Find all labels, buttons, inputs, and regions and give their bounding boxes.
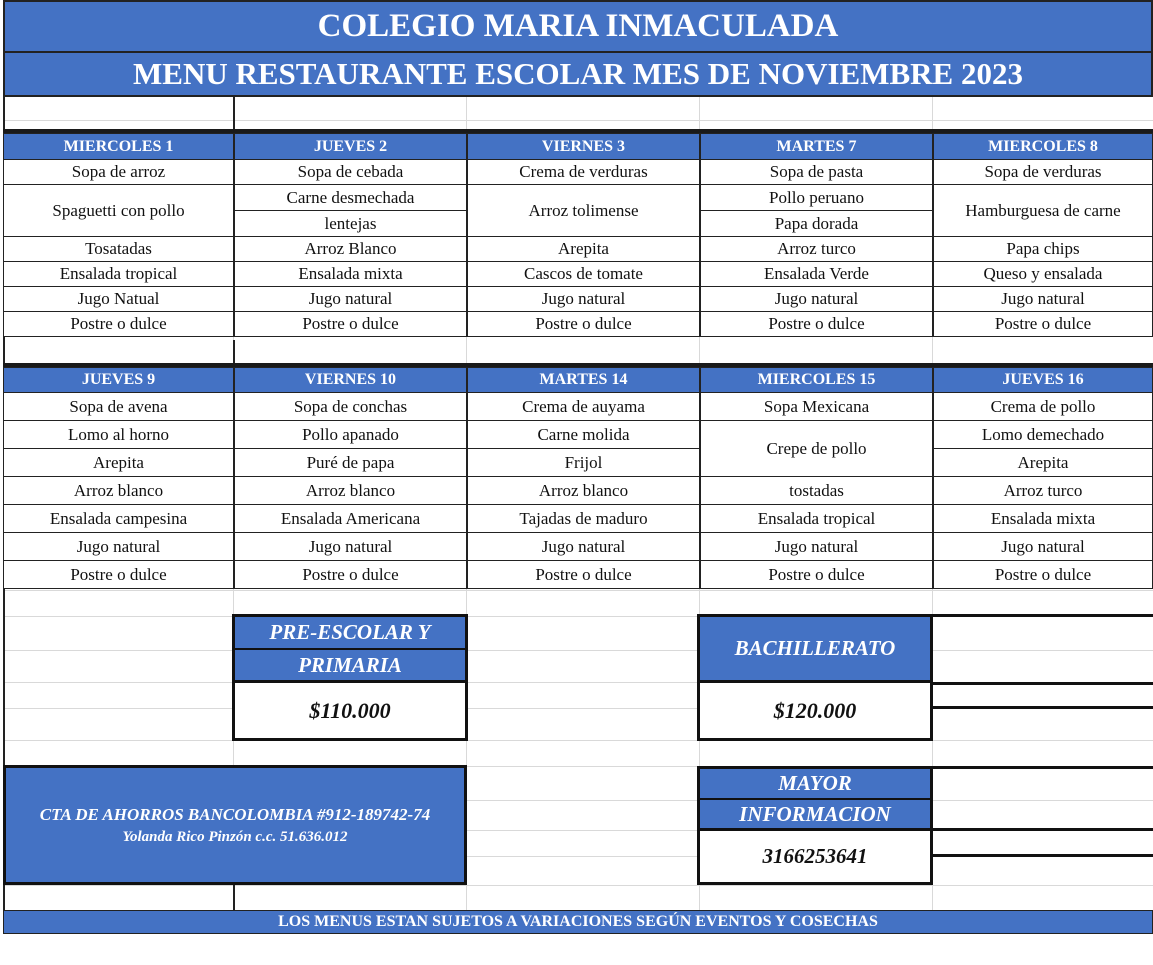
- menu-item: Crema de pollo: [933, 393, 1153, 421]
- bachillerato-price-box: [697, 614, 933, 741]
- info-label-line1: MAYOR: [700, 769, 930, 800]
- menu-item: Jugo natural: [467, 287, 700, 312]
- menu-item: Lomo demechado: [933, 421, 1153, 449]
- school-title: COLEGIO MARIA INMACULADA: [3, 0, 1153, 53]
- menu-item: Postre o dulce: [700, 561, 933, 589]
- day-header: JUEVES 16: [933, 367, 1153, 393]
- menu-item: Papa chips: [933, 237, 1153, 262]
- menu-item: Sopa de verduras: [933, 160, 1153, 185]
- menu-item: Frijol: [467, 449, 700, 477]
- info-label-line2: INFORMACION: [700, 800, 930, 831]
- day-header: MIERCOLES 8: [933, 133, 1153, 160]
- menu-item: Postre o dulce: [933, 312, 1153, 337]
- menu-item: Pollo apanado: [234, 421, 467, 449]
- menu-item: Ensalada tropical: [700, 505, 933, 533]
- menu-item: Arepita: [933, 449, 1153, 477]
- menu-item: Tajadas de maduro: [467, 505, 700, 533]
- day-header: MARTES 7: [700, 133, 933, 160]
- menu-item: Jugo natural: [933, 533, 1153, 561]
- menu-item: Arroz Blanco: [234, 237, 467, 262]
- menu-item: Crema de auyama: [467, 393, 700, 421]
- menu-item: Puré de papa: [234, 449, 467, 477]
- menu-item: Jugo natural: [234, 287, 467, 312]
- info-phone: 3166253641: [700, 831, 930, 882]
- menu-item: Arroz blanco: [3, 477, 234, 505]
- menu-item: Jugo natural: [933, 287, 1153, 312]
- menu-item: Papa dorada: [700, 211, 933, 237]
- day-header: JUEVES 2: [234, 133, 467, 160]
- info-box: [697, 766, 933, 885]
- menu-item: Ensalada tropical: [3, 262, 234, 287]
- menu-item: Arepita: [3, 449, 234, 477]
- menu-item: Cascos de tomate: [467, 262, 700, 287]
- menu-item: Carne molida: [467, 421, 700, 449]
- bank-account-box: [3, 765, 467, 885]
- menu-item: Postre o dulce: [467, 312, 700, 337]
- menu-item: lentejas: [234, 211, 467, 237]
- menu-item: Arroz turco: [933, 477, 1153, 505]
- menu-item: Spaguetti con pollo: [3, 185, 234, 237]
- day-header: MARTES 14: [467, 367, 700, 393]
- menu-item: Sopa Mexicana: [700, 393, 933, 421]
- menu-item: Ensalada campesina: [3, 505, 234, 533]
- menu-item: Hamburguesa de carne: [933, 185, 1153, 237]
- menu-item: Postre o dulce: [933, 561, 1153, 589]
- menu-item: Postre o dulce: [700, 312, 933, 337]
- menu-item: Ensalada mixta: [933, 505, 1153, 533]
- menu-item: Tosatadas: [3, 237, 234, 262]
- menu-item: Sopa de cebada: [234, 160, 467, 185]
- menu-item: Postre o dulce: [234, 312, 467, 337]
- menu-item: Arroz blanco: [467, 477, 700, 505]
- menu-item: Jugo natural: [3, 533, 234, 561]
- bank-account-number: CTA DE AHORROS BANCOLOMBIA #912-189742-74: [39, 805, 431, 824]
- menu-item: Ensalada Verde: [700, 262, 933, 287]
- menu-item: Arroz blanco: [234, 477, 467, 505]
- menu-item: Ensalada Americana: [234, 505, 467, 533]
- day-header: MIERCOLES 15: [700, 367, 933, 393]
- preescolar-label-line2: PRIMARIA: [235, 650, 465, 683]
- menu-item: Postre o dulce: [467, 561, 700, 589]
- menu-subtitle: MENU RESTAURANTE ESCOLAR MES DE NOVIEMBRE 2023: [3, 53, 1153, 97]
- menu-item: Postre o dulce: [234, 561, 467, 589]
- menu-item: Arroz turco: [700, 237, 933, 262]
- menu-item: Arroz tolimense: [467, 185, 700, 237]
- menu-item: Queso y ensalada: [933, 262, 1153, 287]
- preescolar-price: $110.000: [235, 683, 465, 738]
- menu-item: Pollo peruano: [700, 185, 933, 211]
- menu-item: Crema de verduras: [467, 160, 700, 185]
- menu-item: Postre o dulce: [3, 561, 234, 589]
- menu-item: tostadas: [700, 477, 933, 505]
- day-header: MIERCOLES 1: [3, 133, 234, 160]
- menu-item: Sopa de arroz: [3, 160, 234, 185]
- menu-item: Sopa de pasta: [700, 160, 933, 185]
- menu-item: Ensalada mixta: [234, 262, 467, 287]
- menu-item: Jugo natural: [234, 533, 467, 561]
- menu-item: Lomo al horno: [3, 421, 234, 449]
- menu-item: Jugo natural: [467, 533, 700, 561]
- bachillerato-price: $120.000: [700, 683, 930, 738]
- menu-item: Sopa de avena: [3, 393, 234, 421]
- preescolar-label-line1: PRE-ESCOLAR Y: [235, 617, 465, 650]
- menu-item: Sopa de conchas: [234, 393, 467, 421]
- menu-item: Jugo Natual: [3, 287, 234, 312]
- bachillerato-label: BACHILLERATO: [700, 617, 930, 683]
- footer-note: LOS MENUS ESTAN SUJETOS A VARIACIONES SEGÚN EVENTOS Y COSECHAS: [3, 910, 1153, 934]
- menu-item: Jugo natural: [700, 287, 933, 312]
- menu-item: Postre o dulce: [3, 312, 234, 337]
- preescolar-price-box: [232, 614, 468, 741]
- menu-item: Jugo natural: [700, 533, 933, 561]
- menu-item: Carne desmechada: [234, 185, 467, 211]
- day-header: VIERNES 10: [234, 367, 467, 393]
- account-holder: Yolanda Rico Pinzón c.c. 51.636.012: [122, 829, 348, 845]
- day-header: JUEVES 9: [3, 367, 234, 393]
- menu-item: Arepita: [467, 237, 700, 262]
- menu-item: Crepe de pollo: [700, 421, 933, 477]
- day-header: VIERNES 3: [467, 133, 700, 160]
